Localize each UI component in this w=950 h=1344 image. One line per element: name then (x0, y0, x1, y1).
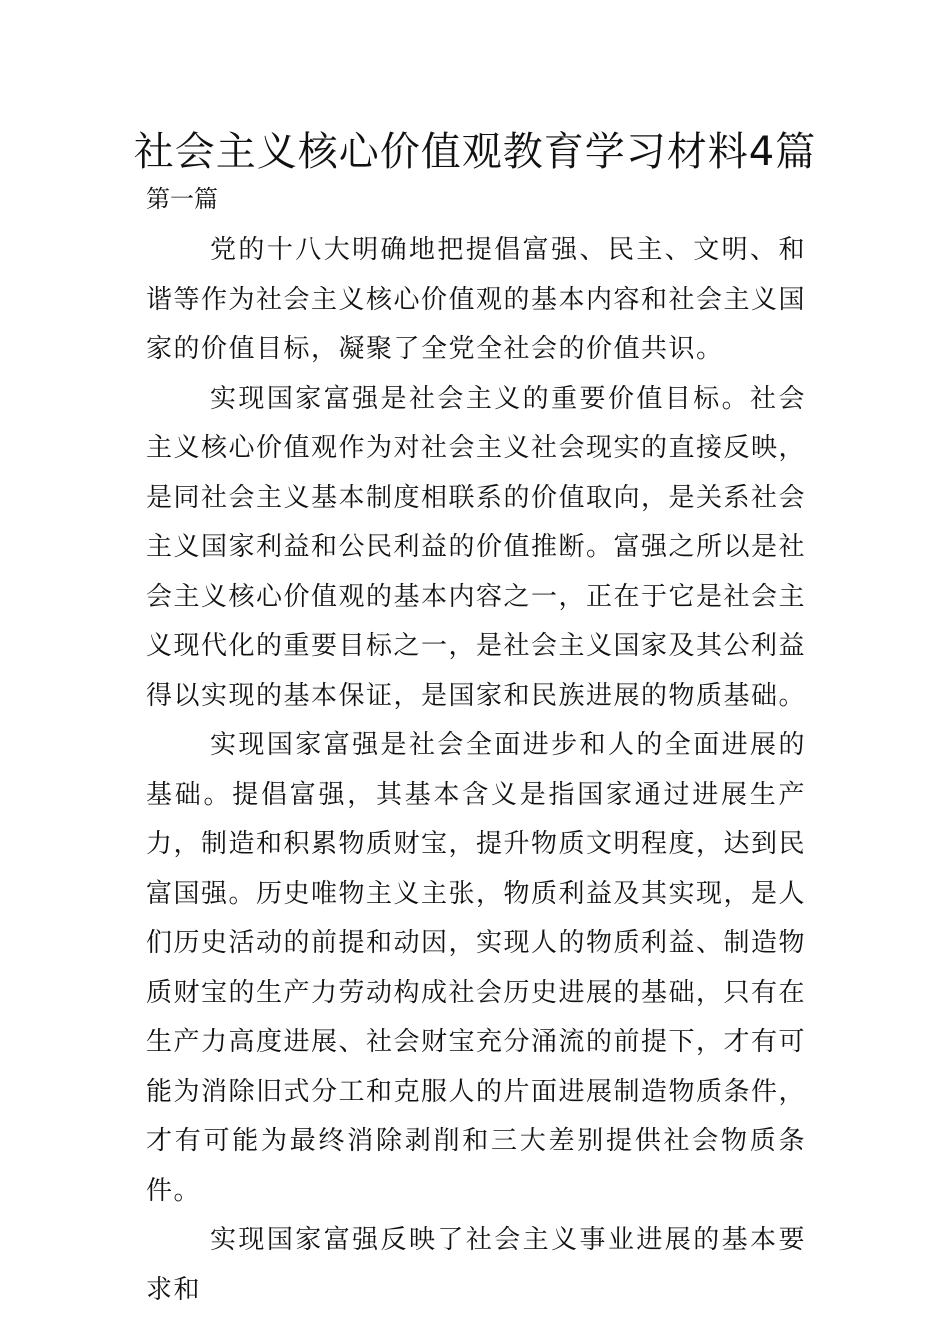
paragraph: 实现国家富强是社会全面进步和人的全面进展的基础。提倡富强，其基本含义是指国家通过进展生产力，制造和积累物质财宝，提升物质文明程度，达到民富国强。历史唯物主义主张，物质利益及其实现，是人们历史活动的前提和动因，实现人的物质利益、制造物质财宝的生产力劳动构成社会历史进展的基础，只有在生产力高度进展、社会财宝充分涌流的前提下，才有可能为消除旧式分工和克服人的片面进展制造物质条件，才有可能为最终消除剥削和三大差别提供社会物质条件。 (146, 730, 807, 1206)
section-label: 第一篇 (146, 185, 218, 213)
paragraph: 实现国家富强是社会主义的重要价值目标。社会主义核心价值观作为对社会主义社会现实的直接反映，是同社会主义基本制度相联系的价值取向，是关系社会主义国家利益和公民利益的价值推断。富强之所以是社会主义核心价值观的基本内容之一，正在于它是社会主义现代化的重要目标之一，是社会主义国家及其公利益得以实现的基本保证，是国家和民族进展的物质基础。 (146, 383, 807, 711)
document-title: 社会主义核心价值观教育学习材料4篇 (133, 129, 817, 175)
document-body (146, 226, 806, 1315)
paragraph: 实现国家富强反映了社会主义事业进展的基本要求和 (146, 1225, 806, 1305)
paragraph: 党的十八大明确地把提倡富强、民主、文明、和谐等作为社会主义核心价值观的基本内容和社会主义国家的价值目标，凝聚了全党全社会的价值共识。 (146, 235, 807, 364)
